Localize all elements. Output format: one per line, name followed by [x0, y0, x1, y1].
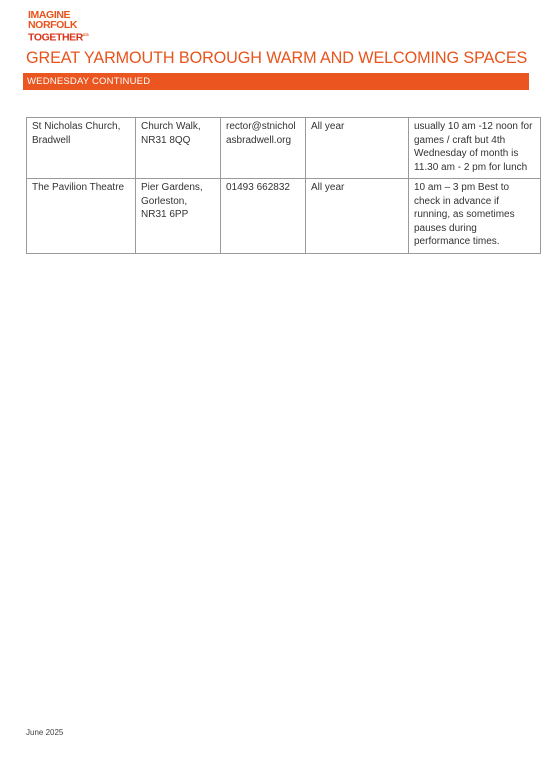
spaces-table [26, 117, 541, 254]
times-cell: 10 am – 3 pm Best to check in advance if running, as sometimes pauses during performance times. [409, 179, 541, 254]
page-title: GREAT YARMOUTH BOROUGH WARM AND WELCOMING SPACES [26, 49, 528, 67]
venue-cell: The Pavilion Theatre [27, 179, 136, 254]
contact-cell: rector@stnicholasbradwell.org [221, 118, 306, 179]
logo-line-1: IMAGINE [28, 9, 71, 21]
logo-line-3: $TOGETHER^{ICS}$ [28, 31, 89, 44]
period-cell: All year [306, 118, 409, 179]
footer-date: June 2025 [26, 728, 64, 737]
table-row [27, 179, 541, 254]
times-cell: usually 10 am -12 noon for games / craft but 4th Wednesday of month is 11.30 am - 2 pm for lunch [409, 118, 541, 179]
logo-line-2: NORFOLK [28, 19, 78, 31]
table-row [27, 118, 541, 179]
venue-cell: St Nicholas Church, Bradwell [27, 118, 136, 179]
logo [28, 10, 88, 43]
address-cell: Pier Gardens, Gorleston, NR31 6PP [136, 179, 221, 254]
contact-cell: 01493 662832 [221, 179, 306, 254]
logo-mark: ICS [82, 32, 89, 37]
section-bar: WEDNESDAY CONTINUED [23, 73, 529, 90]
period-cell: All year [306, 179, 409, 254]
address-cell: Church Walk, NR31 8QQ [136, 118, 221, 179]
